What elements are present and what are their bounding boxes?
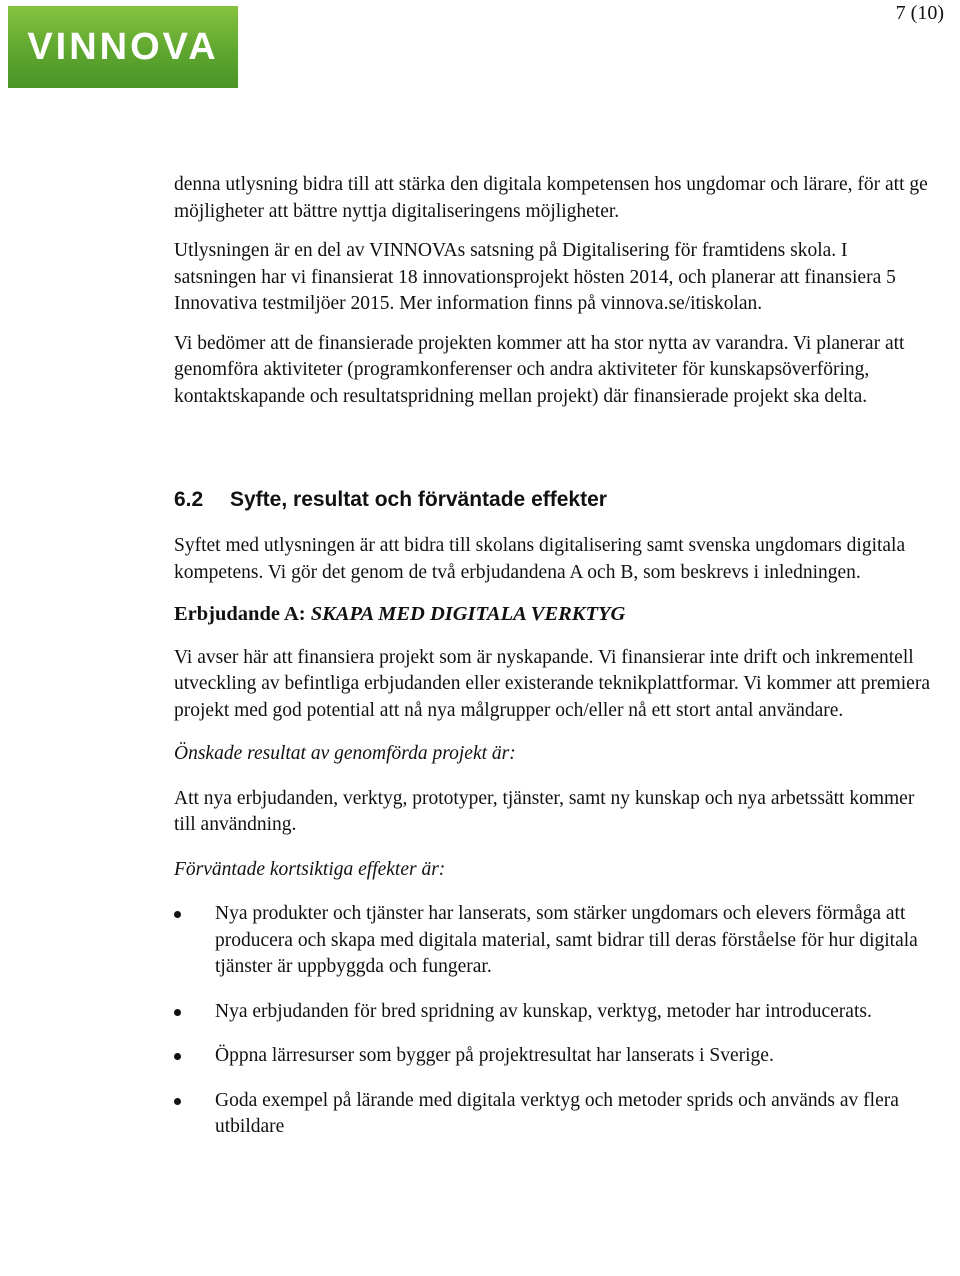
- bullet-icon: [174, 1053, 181, 1060]
- list-item: [174, 1088, 934, 1141]
- section-number: 6.2: [174, 488, 204, 511]
- logo-text: VINNOVA: [27, 25, 219, 68]
- vinnova-logo: [8, 6, 238, 88]
- list-item: [174, 1043, 934, 1070]
- offer-description: Vi avser här att finansiera projekt som är nyskapande. Vi finansierar inte drift och inkrementell utveckling av befintliga erbjudanden eller existerande teknikplattformar. Vi kommer att premiera projekt med god potential att nå nya målgrupper och/eller nå ett stort antal användare.: [174, 646, 930, 721]
- bullet-icon: [174, 1098, 181, 1105]
- results-text: Att nya erbjudanden, verktyg, prototyper, tjänster, samt ny kunskap och nya arbetssätt kommer till användning.: [174, 787, 915, 835]
- list-item: [174, 999, 934, 1026]
- offer-label: Erbjudande A:: [174, 603, 311, 625]
- list-item: [174, 901, 934, 981]
- section-title: Syfte, resultat och förväntade effekter: [230, 488, 607, 511]
- bullet-icon: [174, 911, 181, 918]
- page-number: 7 (10): [895, 2, 944, 24]
- offer-heading: [174, 601, 934, 628]
- offer-name: SKAPA MED DIGITALA VERKTYG: [310, 603, 626, 625]
- effects-heading: Förväntade kortsiktiga effekter är:: [174, 858, 446, 880]
- paragraph-digitalisering: Utlysningen är en del av VINNOVAs satsning på Digitalisering för framtidens skola. I satsningen har vi finansierat 18 innovationsprojekt hösten 2014, och planerar att finansiera 5 Innovativa testmiljöer 2015. Mer information finns på vinnova.se/itiskolan.: [174, 240, 896, 314]
- section-heading: [174, 486, 934, 514]
- bullet-icon: [174, 1009, 181, 1016]
- list-item-text: Goda exempel på lärande med digitala verktyg och metoder sprids och används av flera utbildare: [215, 1089, 899, 1137]
- paragraph-activities: Vi bedömer att de finansierade projekten kommer att ha stor nytta av varandra. Vi planerar att genomföra aktiviteter (programkonferenser och andra aktiviteter för kunskapsöverföring, kontaktskapande och resultatspridning mellan projekt) där finansierade projekt ska delta.: [174, 332, 905, 407]
- list-item-text: Nya erbjudanden för bred spridning av kunskap, verktyg, metoder har introducerats.: [215, 1000, 872, 1022]
- section-intro: Syftet med utlysningen är att bidra till skolans digitalisering samt svenska ungdomars digitala kompetens. Vi gör det genom de två erbjudandena A och B, som beskrevs i inledningen.: [174, 535, 906, 583]
- paragraph-intro-continuation: denna utlysning bidra till att stärka den digitala kompetensen hos ungdomar och lärare, för att ge möjligheter att bättre nyttja digitaliseringens möjligheter.: [174, 174, 928, 222]
- effects-list: [174, 901, 934, 1141]
- list-item-text: Öppna lärresurser som bygger på projektresultat har lanserats i Sverige.: [215, 1045, 774, 1066]
- document-body: [174, 172, 934, 1159]
- list-item-text: Nya produkter och tjänster har lanserats, som stärker ungdomars och elevers förmåga att producera och skapa med digitala material, samt bidrar till deras förståelse för hur digitala tjänster är uppbyggda och fungerar.: [215, 903, 918, 977]
- results-heading: Önskade resultat av genomförda projekt är:: [174, 743, 516, 764]
